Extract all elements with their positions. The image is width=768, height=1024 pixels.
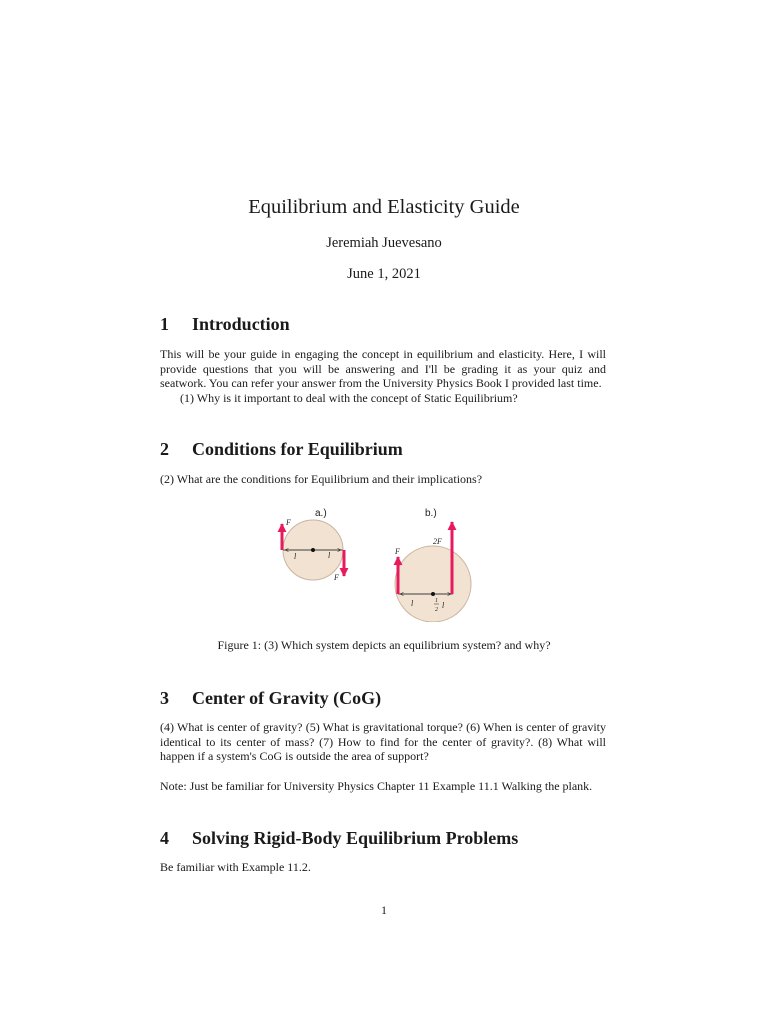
pivot-b: [431, 592, 435, 596]
figure-1-diagram: [273, 502, 493, 622]
force-label-left-b: F: [395, 547, 400, 556]
section-number: 1: [160, 314, 169, 334]
pivot-a: [311, 548, 315, 552]
section-title: Conditions for Equilibrium: [192, 439, 403, 459]
arm-label-right-var: l: [442, 601, 445, 610]
section-3-heading: [160, 688, 381, 709]
arm-label-right-num: 1: [435, 598, 438, 604]
force-label-right-b: 2F: [433, 537, 442, 546]
figure-1: [273, 502, 493, 622]
arm-label-left-b: l: [411, 599, 414, 608]
section-title: Solving Rigid-Body Equilibrium Problems: [192, 828, 519, 848]
section-2-heading: [160, 439, 403, 460]
question-2: (2) What are the conditions for Equilibrium and their implications?: [160, 472, 483, 486]
section-title: Center of Gravity (CoG): [192, 688, 382, 708]
question-1: (1) Why is it important to deal with the concept of Static Equilibrium?: [180, 390, 518, 405]
paragraph: This will be your guide in engaging the concept in equilibrium and elasticity. Here, I will provide questions that you will be answering and I'll be grading it as your quiz and seatwork. You can refer your answer from the University Physics Book I provided last time.: [160, 347, 606, 391]
questions-4-8: (4) What is center of gravity? (5) What is gravitational torque? (6) When is center of gravity identical to its center of mass? (7) How to find for the center of gravity?. (8) What will happen if a system's CoG is outside the area of support?: [160, 720, 606, 764]
document-date: June 1, 2021: [347, 266, 421, 282]
document-title: Equilibrium and Elasticity Guide: [248, 196, 520, 218]
disk-b: [395, 546, 471, 622]
paragraph: Be familiar with Example 11.2.: [160, 860, 311, 874]
force-label-bottom-a: F: [334, 573, 339, 582]
document-author: Jeremiah Juevesano: [326, 235, 442, 251]
force-label-top-a: F: [286, 518, 291, 527]
figure-caption: Figure 1: (3) Which system depicts an equilibrium system? and why?: [217, 638, 551, 652]
page-number: 1: [381, 903, 387, 917]
section-1-body: [160, 347, 606, 405]
panel-b-label: b.): [425, 508, 437, 519]
arm-label-right-den: 2: [435, 607, 438, 613]
note: Note: Just be familiar for University Physics Chapter 11 Example 11.1 Walking the plank.: [160, 779, 593, 793]
section-3-body: [160, 720, 606, 764]
panel-a-label: a.): [315, 508, 327, 519]
arm-label-left-a: l: [294, 552, 297, 561]
arm-label-right-a: l: [328, 551, 331, 560]
section-title: Introduction: [192, 314, 290, 334]
section-2-body: [160, 472, 606, 487]
section-number: 4: [160, 828, 169, 848]
section-4-body: [160, 860, 606, 875]
section-4-heading: [160, 828, 518, 849]
section-3-note: [160, 779, 606, 794]
section-1-heading: [160, 314, 290, 335]
section-number: 3: [160, 688, 169, 708]
section-number: 2: [160, 439, 169, 459]
